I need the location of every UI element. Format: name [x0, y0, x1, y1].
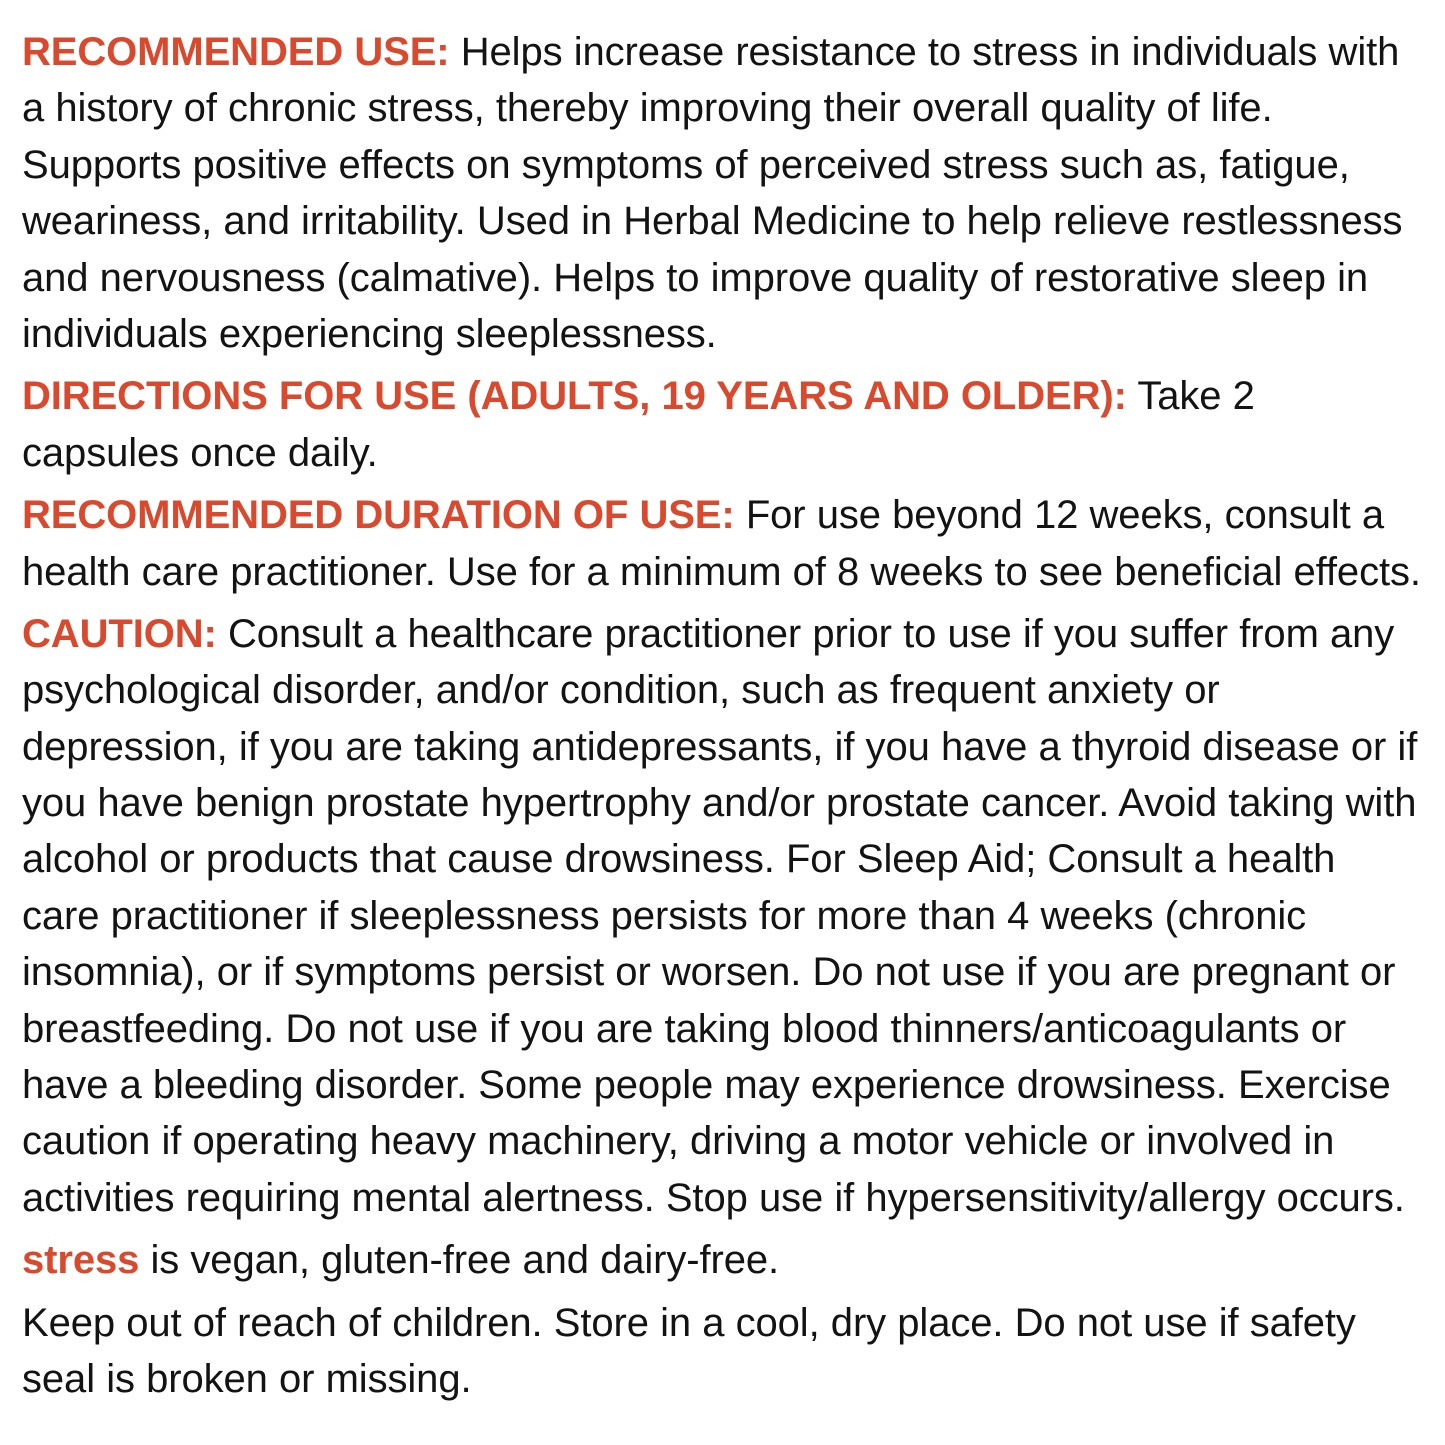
- recommended-duration-body: For use beyond 12 weeks, consult a health care practitioner. Use for a minimum of 8 weeks to see beneficial effects.: [22, 493, 1421, 594]
- recommended-use-body: Helps increase resistance to stress in individuals with a history of chronic stress, thereby improving their overall quality of life. Supports positive effects on symptoms of perceived stress such as, fatigue, weariness, and irritability. Used in Herbal Medicine to help relieve restlessness and nervousness (calmative). Helps to improve quality of restorative sleep in individuals experiencing sleeplessness.: [22, 30, 1403, 356]
- recommended-duration-paragraph: [22, 487, 1423, 600]
- directions-for-use-body: Take 2 capsules once daily.: [22, 374, 1255, 475]
- storage-warning-paragraph: [22, 1295, 1423, 1408]
- dietary-claims-paragraph: [22, 1232, 1423, 1288]
- directions-for-use-heading: DIRECTIONS FOR USE (ADULTS, 19 YEARS AND OLDER):: [22, 374, 1127, 419]
- storage-warning-body: Keep out of reach of children. Store in a cool, dry place. Do not use if safety seal is broken or missing.: [22, 1300, 1356, 1401]
- caution-body: Consult a healthcare practitioner prior to use if you suffer from any psychological disorder, and/or condition, such as frequent anxiety or depression, if you are taking antidepressants, if you have a thyroid disease or if you have benign prostate hypertrophy and/or prostate cancer. Avoid taking with alcohol or products that cause drowsiness. For Sleep Aid; Consult a health care practitioner if sleeplessness persists for more than 4 weeks (chronic insomnia), or if symptoms persist or worsen. Do not use if you are pregnant or breastfeeding. Do not use if you are taking blood thinners/anticoagulants or have a bleeding disorder. Some people may experience drowsiness. Exercise caution if operating heavy machinery, driving a motor vehicle or involved in activities requiring mental alertness. Stop use if hypersensitivity/allergy occurs.: [22, 611, 1418, 1220]
- caution-heading: CAUTION:: [22, 611, 217, 656]
- recommended-use-paragraph: [22, 24, 1423, 362]
- recommended-duration-heading: RECOMMENDED DURATION OF USE:: [22, 493, 735, 538]
- directions-for-use-paragraph: [22, 368, 1423, 481]
- recommended-use-heading: RECOMMENDED USE:: [22, 30, 450, 74]
- caution-paragraph: [22, 606, 1423, 1226]
- dietary-claims-body: is vegan, gluten-free and dairy-free.: [139, 1238, 780, 1283]
- product-name-stress: stress: [22, 1238, 140, 1283]
